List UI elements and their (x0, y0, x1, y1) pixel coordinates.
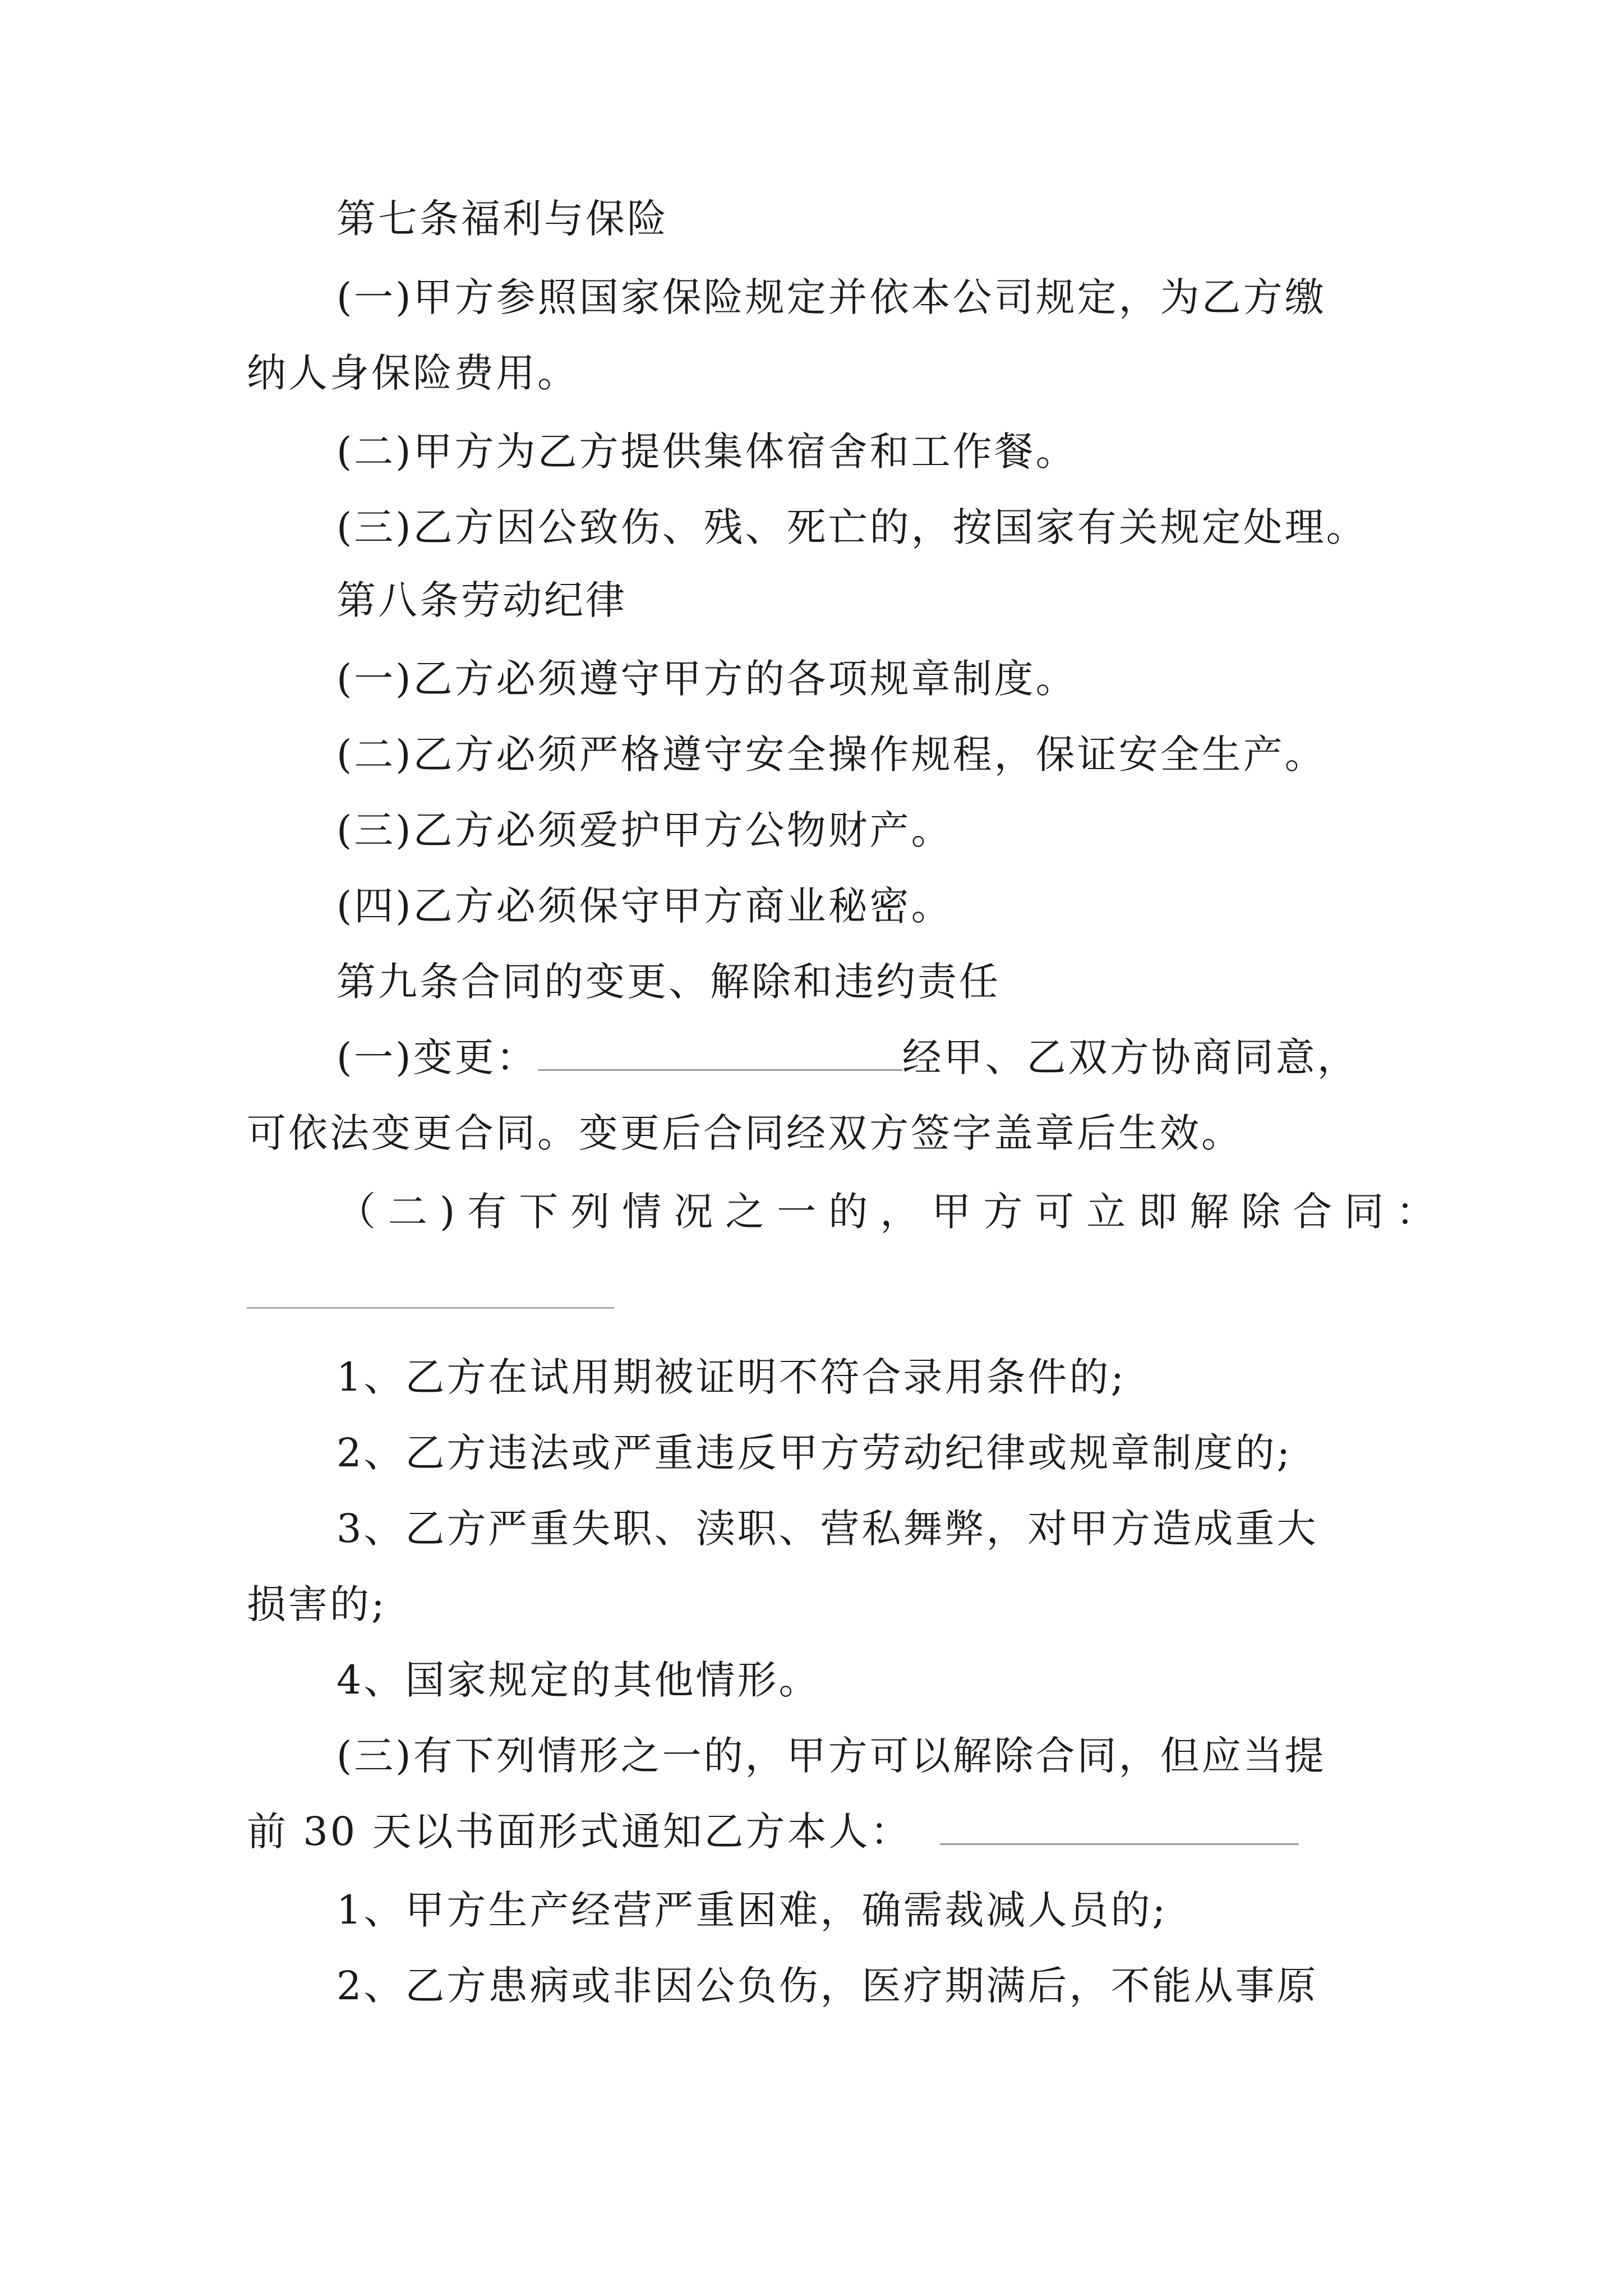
article-9-heading: 第九条合同的变更、解除和违约责任 (336, 959, 1000, 1005)
paragraph-line: 纳人身保险费用。 (247, 350, 579, 396)
notice-text: 前 30 天以书面形式通知乙方本人： (247, 1809, 912, 1855)
list-item: 2、乙方违法或严重违反甲方劳动纪律或规章制度的; (336, 1430, 1293, 1476)
article-7-heading: 第七条福利与保险 (336, 196, 668, 242)
paragraph-line: 可依法变更合同。变更后合同经双方签字盖章后生效。 (247, 1110, 1243, 1156)
list-item: 3、乙方严重失职、渎职、营私舞弊，对甲方造成重大 (336, 1506, 1318, 1552)
paragraph-line: (一)甲方参照国家保险规定并依本公司规定，为乙方缴 (336, 274, 1326, 320)
paragraph-line: （二)有下列情况之一的，甲方可立即解除合同： (336, 1189, 1448, 1235)
paragraph-line (247, 1803, 1299, 1860)
paragraph-line: (四)乙方必须保守甲方商业秘密。 (336, 883, 953, 929)
list-item: 1、乙方在试用期被证明不符合录用条件的; (336, 1354, 1127, 1400)
paragraph-line: (三)乙方必须爱护甲方公物财产。 (336, 807, 953, 853)
paragraph-line: (一)乙方必须遵守甲方的各项规章制度。 (336, 656, 1077, 702)
variation-text: 经甲、乙双方协商同意， (902, 1034, 1359, 1080)
paragraph-line: (三)乙方因公致伤、残、死亡的，按国家有关规定处理。 (336, 504, 1368, 550)
fill-in-blank (538, 1037, 902, 1071)
paragraph-line: (二)甲方为乙方提供集体宿舍和工作餐。 (336, 429, 1077, 475)
paragraph-line (336, 1029, 1359, 1085)
article-8-heading: 第八条劳动纪律 (336, 577, 627, 623)
fill-in-blank (940, 1811, 1299, 1845)
paragraph-line: 损害的; (247, 1581, 387, 1627)
list-item: 4、国家规定的其他情形。 (336, 1657, 820, 1703)
variation-label: (一)变更： (336, 1034, 538, 1080)
fill-in-blank (247, 1307, 614, 1309)
paragraph-line: (二)乙方必须严格遵守安全操作规程，保证安全生产。 (336, 731, 1326, 777)
paragraph-line: (三)有下列情形之一的，甲方可以解除合同，但应当提 (336, 1733, 1326, 1779)
list-item: 2、乙方患病或非因公负伤，医疗期满后，不能从事原 (336, 1963, 1318, 2009)
list-item: 1、甲方生产经营严重困难，确需裁减人员的; (336, 1887, 1168, 1933)
